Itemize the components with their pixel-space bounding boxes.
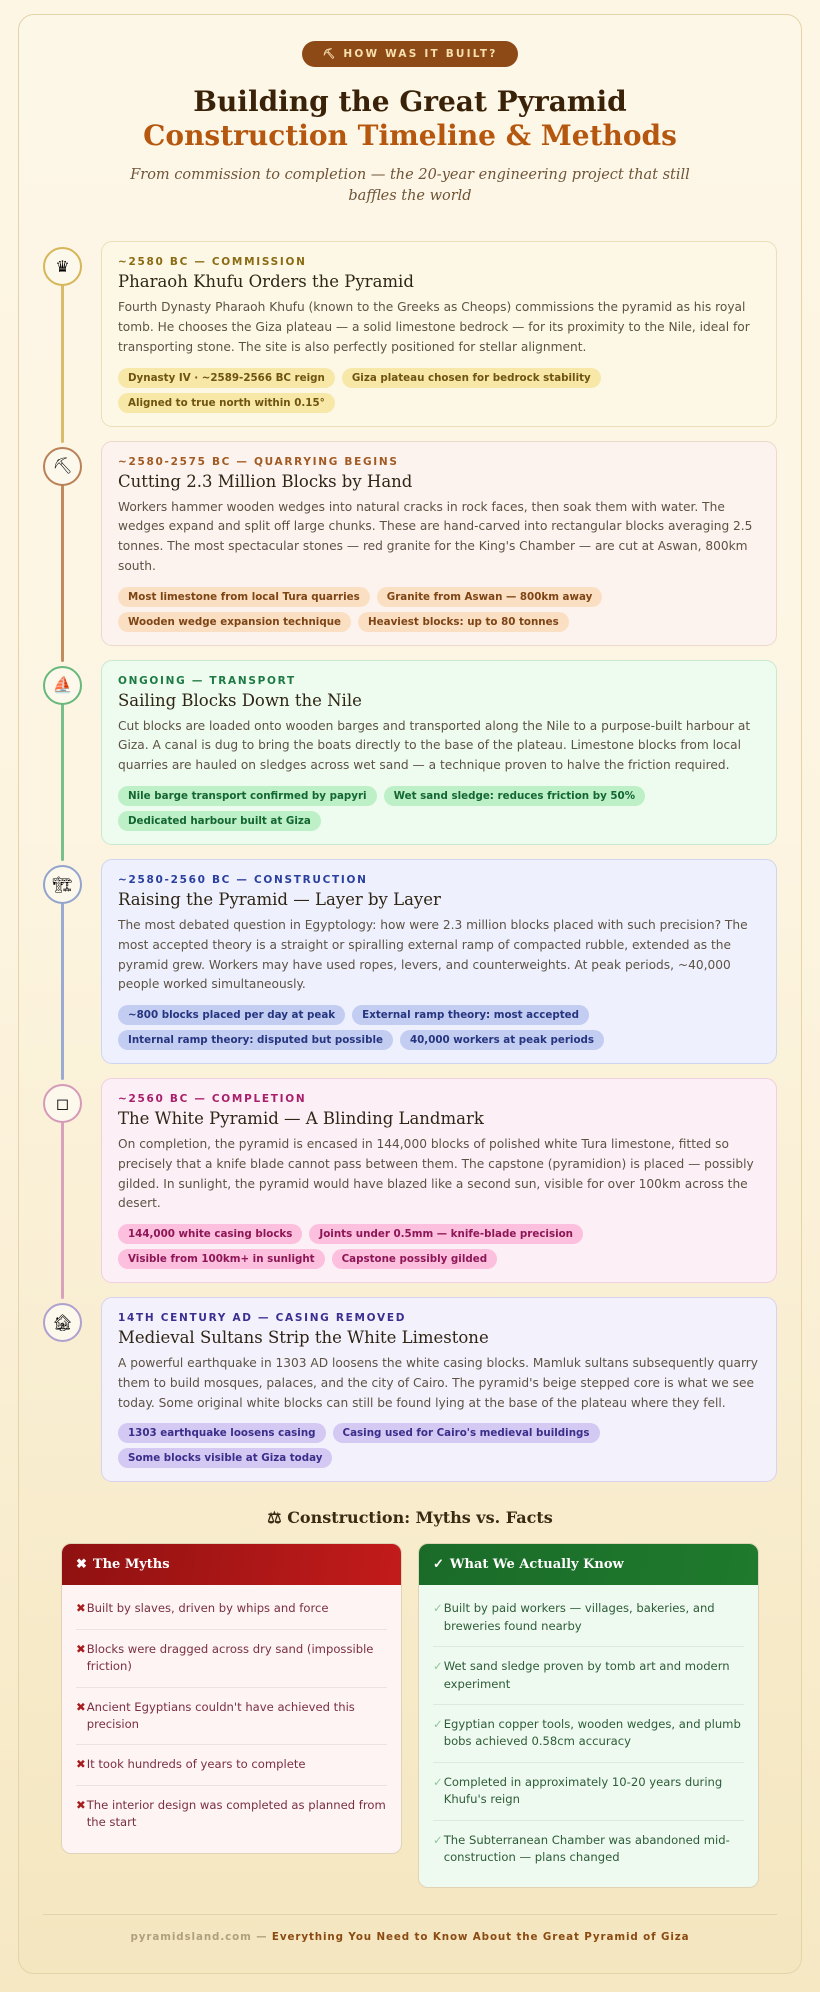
list-item-text: Built by paid workers — villages, bakeries, and breweries found nearby	[443, 1601, 715, 1633]
timeline-body: A powerful earthquake in 1303 AD loosens the white casing blocks. Mamluk sultans subsequently quarry them to build mosques, palaces, and the city of Cairo. The pyramid's beige stepped core is what we see today. Some original white blocks can still be found lying at the base of the plateau where they fell.	[118, 1356, 758, 1410]
facts-column	[418, 1543, 759, 1888]
comparison-grid	[43, 1543, 777, 1888]
myths-body	[62, 1585, 401, 1852]
facts-header	[419, 1544, 758, 1585]
myths-heading-text: The Myths	[92, 1557, 170, 1573]
fact-chip: Nile barge transport confirmed by papyri	[118, 786, 377, 806]
list-item	[76, 1589, 387, 1629]
timeline-kicker: ~2580-2575 BC — QUARRYING BEGINS	[118, 455, 399, 468]
chip-list	[118, 1224, 760, 1269]
timeline-card	[101, 1078, 777, 1283]
cross-icon: ✖	[76, 1699, 86, 1714]
timeline-item	[52, 859, 777, 1064]
content-frame	[18, 14, 802, 1974]
comparison-title	[43, 1508, 777, 1527]
chip-list	[118, 1423, 760, 1468]
timeline-kicker: 14TH CENTURY AD — CASING REMOVED	[118, 1312, 407, 1325]
chip-list	[118, 1005, 760, 1050]
footer-domain: pyramidsland.com	[130, 1931, 252, 1944]
timeline-item	[55, 241, 777, 426]
list-item-text: Wet sand sledge proven by tomb art and modern experiment	[443, 1659, 730, 1691]
list-item	[76, 1630, 387, 1688]
cross-icon: ✖	[76, 1601, 86, 1616]
timeline-heading: Sailing Blocks Down the Nile	[118, 690, 362, 710]
timeline-heading: Raising the Pyramid — Layer by Layer	[118, 890, 441, 909]
list-item	[76, 1745, 387, 1785]
timeline-item	[52, 660, 777, 845]
timeline-rail	[61, 694, 64, 861]
timeline-kicker: ~2580-2560 BC — CONSTRUCTION	[118, 874, 368, 886]
fact-chip: Giza plateau chosen for bedrock stability	[342, 368, 601, 388]
page-subtitle: From commission to completion — the 20-year engineering project that still baffles the world	[130, 167, 690, 205]
timeline-item	[52, 441, 777, 646]
timeline-item	[52, 1297, 777, 1482]
fact-chip: Visible from 100km+ in sunlight	[118, 1249, 325, 1269]
eyebrow-row	[43, 41, 777, 67]
construction-icon: 🏗	[43, 865, 82, 904]
footer-tagline: Everything You Need to Know About the Great Pyramid of Giza	[271, 1931, 690, 1944]
fact-chip: Most limestone from local Tura quarries	[118, 587, 370, 607]
timeline-list	[43, 241, 777, 1482]
list-item-text: Blocks were dragged across dry sand (impossible friction)	[86, 1641, 374, 1674]
title-line-1: Building the Great Pyramid	[193, 85, 627, 118]
check-icon: ✓	[433, 1832, 443, 1847]
timeline-card	[101, 1297, 777, 1482]
list-item	[433, 1705, 744, 1763]
list-item-text: The interior design was completed as planned from the start	[86, 1797, 386, 1830]
fact-chip: 1303 earthquake loosens casing	[118, 1423, 326, 1443]
chip-list	[118, 368, 760, 413]
check-icon: ✓	[433, 1557, 444, 1573]
list-item-text: Ancient Egyptians couldn't have achieved this precision	[86, 1699, 355, 1731]
fact-chip: 40,000 workers at peak periods	[400, 1030, 604, 1050]
check-icon: ✓	[433, 1601, 443, 1616]
fact-chip: Dedicated harbour built at Giza	[118, 811, 321, 831]
list-item-text: Completed in approximately 10-20 years during Khufu's reign	[443, 1774, 723, 1807]
fact-chip: Heaviest blocks: up to 80 tonnes	[358, 612, 569, 632]
page-title	[43, 85, 777, 153]
fact-chip: Dynasty IV · ~2589-2566 BC reign	[118, 368, 335, 388]
list-item-text: Built by slaves, driven by whips and force	[86, 1601, 329, 1616]
fact-chip: Internal ramp theory: disputed but possible	[118, 1030, 393, 1050]
fact-chip: Joints under 0.5mm — knife-blade precision	[309, 1224, 583, 1244]
list-item-text: Egyptian copper tools, wooden wedges, and plumb bobs achieved 0.58cm accuracy	[443, 1716, 741, 1749]
crown-icon: ♛	[43, 247, 82, 286]
cross-icon: ✖	[76, 1797, 86, 1812]
list-item	[76, 1786, 387, 1843]
timeline-body: On completion, the pyramid is encased in 144,000 blocks of polished white Tura limestone, fitted so precisely that a knife blade cannot pass between them. The capstone (pyramidion) is placed — possibly gilded. In sunlight, the pyramid would have blazed like a second sun, visible for over 100km across the desert.	[118, 1137, 754, 1211]
list-item-text: It took hundreds of years to complete	[86, 1757, 306, 1772]
cross-icon: ✖	[76, 1641, 86, 1656]
eyebrow-label: HOW WAS IT BUILT?	[343, 48, 498, 60]
timeline-kicker: ~2580 BC — COMMISSION	[118, 256, 307, 269]
fact-chip: Capstone possibly gilded	[332, 1249, 497, 1269]
list-item	[433, 1763, 744, 1821]
timeline-rail	[61, 475, 64, 662]
timeline-heading: Medieval Sultans Strip the White Limestone	[118, 1328, 489, 1348]
white-square-icon: ◻	[43, 1084, 82, 1123]
fact-chip: External ramp theory: most accepted	[352, 1005, 589, 1025]
timeline-card	[101, 660, 777, 845]
timeline-heading: The White Pyramid — A Blinding Landmark	[118, 1109, 484, 1129]
chip-list	[118, 587, 760, 632]
timeline-kicker: ~2560 BC — COMPLETION	[118, 1093, 307, 1106]
timeline-body: Workers hammer wooden wedges into natural cracks in rock faces, then soak them with water. The wedges expand and split off large chunks. These are hand-carved into rectangular blocks averaging 2.5 tonnes. The most spectacular stones — red granite for the King's Chamber — are cut at Aswan, 800km south.	[118, 499, 753, 573]
chip-list	[118, 786, 760, 831]
fact-chip: Some blocks visible at Giza today	[118, 1448, 332, 1468]
myths-column	[61, 1543, 402, 1853]
pickaxe-icon: ⛏	[43, 447, 82, 486]
fact-chip: ~800 blocks placed per day at peak	[118, 1005, 345, 1025]
facts-body	[419, 1585, 758, 1887]
scales-icon: ⚖	[267, 1508, 282, 1528]
fact-chip: 144,000 white casing blocks	[118, 1224, 302, 1244]
fact-chip: Aligned to true north within 0.15°	[118, 393, 335, 413]
list-item	[433, 1821, 744, 1878]
list-item	[433, 1589, 744, 1647]
comparison-title-text: Construction: Myths vs. Facts	[287, 1508, 553, 1528]
footer	[43, 1914, 777, 1949]
cross-icon: ✖	[76, 1757, 86, 1772]
check-icon: ✓	[433, 1774, 443, 1789]
list-item	[433, 1647, 744, 1705]
earthquake-icon: 🏚	[43, 1303, 82, 1342]
list-item-text: The Subterranean Chamber was abandoned mid-construction — plans changed	[443, 1832, 730, 1864]
check-icon: ✓	[433, 1659, 443, 1674]
timeline-card	[101, 241, 777, 426]
check-icon: ✓	[433, 1716, 443, 1731]
timeline-body: The most debated question in Egyptology: how were 2.3 million blocks placed with such precision? The most accepted theory is a straight or spiralling external ramp of compacted rubble, extended as the pyramid grew. Workers may have used ropes, levers, and counterweights. At peak periods, ~40,000 people worked simultaneously.	[118, 918, 748, 992]
timeline-rail	[61, 893, 64, 1080]
fact-chip: Granite from Aswan — 800km away	[377, 587, 603, 607]
timeline-heading: Pharaoh Khufu Orders the Pyramid	[118, 272, 414, 292]
timeline-body: Fourth Dynasty Pharaoh Khufu (known to the Greeks as Cheops) commissions the pyramid as his royal tomb. He chooses the Giza plateau — a solid limestone bedrock — for its proximity to the Nile, ideal for transporting stone. The site is also perfectly positioned for stellar alignment.	[118, 300, 750, 354]
title-line-2: Construction Timeline & Methods	[143, 119, 677, 153]
timeline-rail	[61, 1112, 64, 1299]
sailboat-icon: ⛵	[43, 666, 82, 705]
fact-chip: Wet sand sledge: reduces friction by 50%	[384, 786, 645, 806]
fact-chip: Casing used for Cairo's medieval buildings	[333, 1423, 600, 1443]
footer-separator: —	[251, 1931, 272, 1944]
timeline-body: Cut blocks are loaded onto wooden barges and transported along the Nile to a purpose-built harbour at Giza. A canal is dug to bring the boats directly to the base of the plateau. Limestone blocks from local quarries are hauled on sledges across wet sand — a technique proven to halve the friction required.	[118, 718, 751, 773]
eyebrow-badge	[302, 41, 517, 67]
cross-icon: ✖	[76, 1557, 87, 1573]
timeline-item	[55, 1078, 777, 1283]
facts-heading-text: What We Actually Know	[449, 1557, 624, 1573]
timeline-card	[101, 441, 777, 646]
myths-header	[62, 1544, 401, 1585]
list-item	[76, 1688, 387, 1746]
timeline-rail	[61, 275, 64, 442]
pickaxe-icon: ⛏	[322, 49, 338, 60]
timeline-card	[101, 859, 777, 1064]
timeline-kicker: ONGOING — TRANSPORT	[118, 674, 296, 687]
fact-chip: Wooden wedge expansion technique	[118, 612, 351, 632]
timeline-heading: Cutting 2.3 Million Blocks by Hand	[118, 471, 413, 491]
